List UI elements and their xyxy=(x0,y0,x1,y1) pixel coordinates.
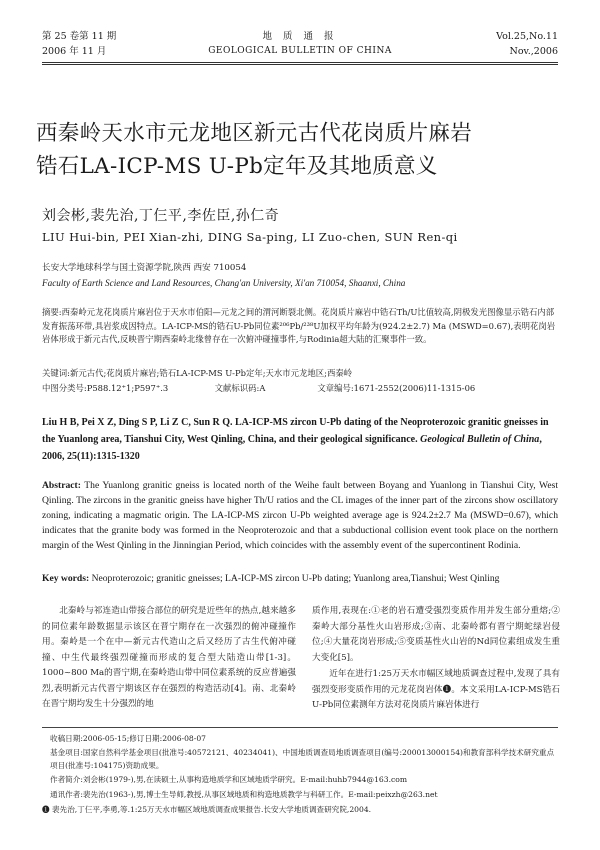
volume-date: Nov.,2006 xyxy=(509,46,558,57)
footnote-rule xyxy=(42,727,558,728)
classification-row xyxy=(42,382,558,396)
affiliation-english: Faculty of Earth Science and Land Resources, Chang'an University, Xi'an 710054, Shaanxi, China xyxy=(42,278,406,288)
authors-english: LIU Hui-bin, PEI Xian-zhi, DING Sa-ping, LI Zuo-chen, SUN Ren-qi xyxy=(42,230,458,244)
journal-title-cn: 地 质 通 报 xyxy=(262,31,338,42)
keywords-chinese: 关键词:新元古代;花岗质片麻岩;锆石LA-ICP-MS U-Pb定年;天水市元龙地区;西秦岭 xyxy=(42,368,353,378)
paper-title-line2: 锆石LA-ICP-MS U-Pb定年及其地质意义 xyxy=(36,154,438,179)
header-rule-2 xyxy=(42,64,558,65)
funding-note: 基金项目:国家自然科学基金项目(批准号:40572121、40234041)、中国地质调查局地质调查项目(编号:200013000154)和教育部科学技术研究重点项目(批准号:104175)资助成果。 xyxy=(50,748,555,770)
abstract-chinese: 摘要:西秦岭元龙花岗质片麻岩位于天水市伯阳—元龙之间的渭河断裂北侧。花岗质片麻岩中锆石Th/U比值较高,阴极发光图像显示锆石内部发育振荡环带,具岩浆成因特点。LA-ICP-MS的锆石U-Pb同位素²⁰⁶Pb/²³⁸U加权平均年龄为(924.2±2.7) Ma (MSWD=0.67),表明花岗岩岩体形成于新元古代,反映晋宁期西秦岭北缘曾存在一次俯冲碰撞事件,与Rodinia超大陆的汇聚事件一致。 xyxy=(42,307,556,344)
received-dates: 收稿日期:2006-05-15;修订日期:2006-08-07 xyxy=(50,734,206,743)
keywords-english-text: Neoproterozoic; granitic gneisses; LA-ICP-MS zircon U-Pb dating; Yuanlong area,Tianshui; West Qinling xyxy=(91,573,500,584)
keywords-label: Key words: xyxy=(42,573,90,584)
journal-title-en: GEOLOGICAL BULLETIN OF CHINA xyxy=(208,46,392,56)
volume-label: Vol.25,No.11 xyxy=(496,31,558,42)
issue-label: 第 25 卷第 11 期 xyxy=(42,31,117,42)
abstract-english xyxy=(42,478,558,553)
article-number: 文章编号:1671-2552(2006)11-1315-06 xyxy=(317,383,476,393)
report-footnote: ❶ 裴先治,丁仨平,李勇,等.1:25万天水市幅区域地质调查成果报告.长安大学地质调查研究院,2004. xyxy=(42,805,372,814)
keywords-english xyxy=(42,571,558,586)
body-column-right-para1: 质作用,表现在:①老的岩石遭受强烈变质作用并发生部分重熔;②秦岭大部分基性火山岩形成;③南、北秦岭都有晋宁期蛇绿岩侵位;④大量花岗岩形成;⑤变质基性火山岩的Nd同位素组成发生重大变化[5]。 xyxy=(312,606,560,663)
paper-title-line1: 西秦岭天水市元龙地区新元古代花岗质片麻岩 xyxy=(36,121,473,146)
header-rule xyxy=(42,62,558,63)
citation-journal: Geological Bulletin of China xyxy=(420,434,540,445)
issue-date: 2006 年 11 月 xyxy=(42,46,107,57)
author-bio: 作者简介:刘会彬(1979-),男,在读硕士,从事构造地质学和区域地质学研究。E-mail:huhb7944@163.com xyxy=(50,775,408,784)
corresponding-author: 通讯作者:裴先治(1963-),男,博士生导师,教授,从事区域地质和构造地质教学与科研工作。E-mail:peixzh@263.net xyxy=(50,790,438,799)
citation-volume: , 2006, 25(11):1315-1320 xyxy=(42,434,542,462)
clc-number: 中图分类号:P588.12⁺1;P597⁺.3 xyxy=(42,383,169,393)
body-column-left: 北秦岭与祁连造山带接合部位的研究是近些年的热点,越来越多的同位素年龄数据显示该区在晋宁期存在一次强烈的俯冲碰撞作用。秦岭是一个在中—新元古代造山之后又经历了古生代俯冲碰撞、中生代最终强烈碰撞而形成的复合型大陆造山带[1-3]。1000~800 Ma的晋宁期,在秦岭造山带中同位素系统的反应普遍强烈,表明新元古代晋宁期该区存在强烈的构造活动[4]。南、北秦岭在晋宁期均发生十分强烈的地 xyxy=(42,606,296,709)
authors-chinese: 刘会彬,裴先治,丁仨平,李佐臣,孙仁奇 xyxy=(42,208,280,224)
affiliation-chinese: 长安大学地球科学与国土资源学院,陕西 西安 710054 xyxy=(42,263,247,273)
body-column-right-para2: 近年在进行1:25万天水市幅区域地质调查过程中,发现了具有强烈变形变质作用的元龙花岗岩体❶。本文采用LA-ICP-MS锆石U-Pb同位素测年方法对花岗质片麻岩体进行 xyxy=(312,669,560,710)
document-code: 文献标识码:A xyxy=(214,383,266,393)
abstract-english-text: The Yuanlong granitic gneiss is located north of the Weihe fault between Boyang and Yuanlong in Tianshui City, West Qinling. The zircons in the granitic gneiss have higher Th/U ratios and the CL images of the inner part of the zircons show oscillatory zoning, indicating a magmatic origin. The LA-ICP-MS zircon U-Pb weighted average age is 924.2±2.7 Ma (MSWD=0.67), which indicates that the granite body was formed in the Neoproterozoic and that a subductional collision event took place on the northern margin of the West Qinling in the Jinningian Period, which coincides with the assembly event of the supercontinent Rodinia. xyxy=(42,480,558,551)
abstract-label: Abstract: xyxy=(42,480,81,491)
citation-text: Liu H B, Pei X Z, Ding S P, Li Z C, Sun R Q. LA-ICP-MS zircon U-Pb dating of the Neoproterozoic granitic gneisses in the Yuanlong area, Tianshui City, West Qinling, China, and their geological significance. xyxy=(42,417,549,445)
citation xyxy=(42,414,558,465)
